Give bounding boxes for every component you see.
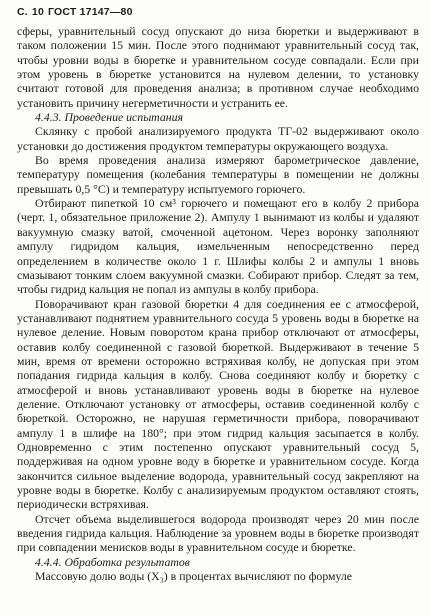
paragraph-measurements: Во время проведения анализа измеряют барометрическое давление, температуру помещения (колебания температуры в помещении не должны превышать 0,5 °С) и температуру испытуемого горючего. — [17, 153, 419, 196]
standard-number: ГОСТ 17147—80 — [48, 6, 133, 18]
paragraph-formula-intro: Массовую долю воды (X₃) в процентах вычисляют по формуле — [35, 569, 353, 584]
header-prefix: С. — [17, 6, 28, 18]
page-number: 10 — [31, 6, 44, 18]
paragraph-reading: Отсчет объема выделившегося водорода производят через 20 мин после введения гидрида кальция. Наблюдение за уровнем воды в бюретке производят при совпадении менисков воды в уравнительном сосуде и бюретке. — [17, 511, 419, 555]
section-heading-4-4-4: 4.4.4. Обработка результатов — [35, 554, 190, 569]
paragraph-sample-conditioning: Склянку с пробой анализируемого продукта ТГ-02 выдерживают около установки до достижения продуктом температуры окружающего воздуха. — [17, 124, 419, 153]
paragraph-continuation: сферы, уравнительный сосуд опускают до низа бюретки и выдерживают в таком положении 15 мин. После этого поднимают уравнительный сосуд так, чтобы уровни воды в бюретке и уравнительном сосуде совпадали. Если при этом уровень в бюретке установится на нулевом делении, то установку считают готовой для проведения анализа; в противном случае необходимо установить причину негерметичности и устранить ее. — [17, 24, 419, 110]
section-heading-4-4-3: 4.4.3. Проведение испытания — [35, 110, 183, 125]
paragraph-procedure: Поворачивают кран газовой бюретки 4 для соединения ее с атмосферой, устанавливают поднятием уравнительного сосуда 5 уровень воды в бюретке на нулевое деление. Новым поворотом крана прибор отключают от атмосферы, оставив колбу соединенной с газовой бюреткой. Выдерживают в течение 5 мин, время от времени осторожно встряхивая колбу, не допуская при этом попадания гидрида кальция в колбу. Снова соединяют колбу и бюретку с атмосферой и вновь устанавливают уровень воды в бюретке на нулевое деление. Отключают установку от атмосферы, оставив соединенной колбу с бюреткой. Осторожно, не нарушая герметичности прибора, поворачивают ампулу 1 в шлифе на 180°; при этом гидрид кальция засыпается в колбу. Одновременно с этим постепенно опускают уравнительный сосуд 5, поддерживая на одном уровне воду в бюретке и уравнительном сосуде. Когда закончится сильное выделение водорода, уравнительный сосуд закрепляют на уровне воды в бюретке. Колбу с анализируемым продуктом оставляют стоять, периодически встряхивая. — [17, 296, 419, 512]
paragraph-sampling: Отбирают пипеткой 10 см³ горючего и помещают его в колбу 2 прибора (черт. 1, обязательное приложение 2). Ампулу 1 вынимают из колбы и удаляют вакуумную смазку ватой, смоченной ацетоном. Через воронку заполняют ампулу гидридом кальция, измельченным непосредственно перед определением в количестве около 1 г. Шлифы колбы 2 и ампулы 1 вновь смазывают тонким слоем вакуумной смазки. Собирают прибор. Следят за тем, чтобы гидрид кальция не попал из ампулы в колбу прибора. — [17, 196, 419, 297]
page-header — [17, 6, 419, 24]
